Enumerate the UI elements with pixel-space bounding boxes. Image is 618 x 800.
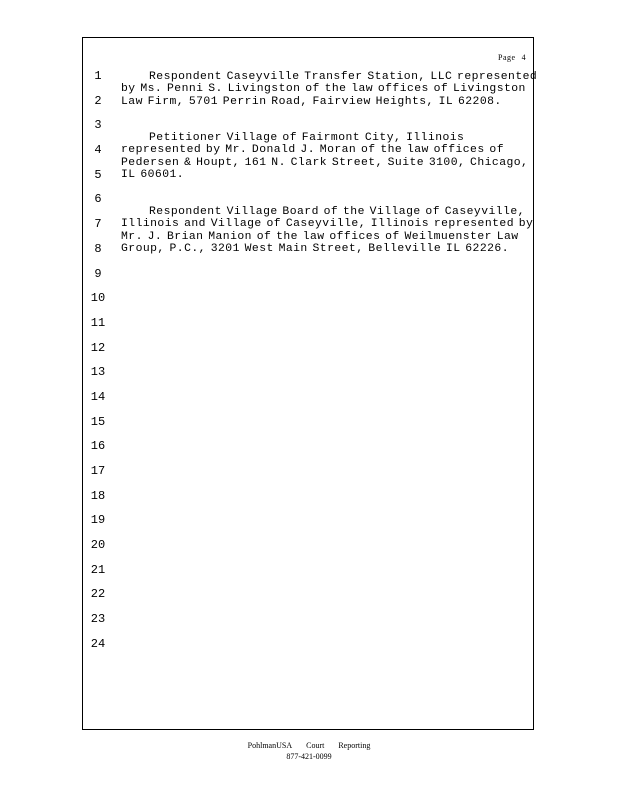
line-number: 12 bbox=[90, 340, 106, 355]
line-number: 17 bbox=[90, 464, 106, 478]
line-number: 18 bbox=[90, 488, 106, 503]
line-number: 3 bbox=[94, 118, 102, 133]
footer-company bbox=[0, 740, 618, 751]
line-number: 11 bbox=[90, 315, 106, 330]
line-number: 23 bbox=[90, 612, 106, 627]
line-number: 10 bbox=[90, 291, 106, 306]
text-line: Petitioner Village of Fairmont City, Illinois bbox=[149, 132, 465, 144]
line-number: 19 bbox=[90, 513, 106, 528]
page-number bbox=[498, 53, 526, 62]
text-line: Pedersen & Houpt, 161 N. Clark Street, Suite 3100, Chicago, bbox=[121, 156, 529, 169]
line-number: 22 bbox=[90, 587, 106, 602]
line-number: 5 bbox=[94, 167, 102, 182]
text-line: Group, P.C., 3201 West Main Street, Belleville IL 62226. bbox=[121, 243, 509, 256]
footer-word: Reporting bbox=[338, 741, 371, 750]
page-label: Page bbox=[498, 53, 516, 62]
page-number-value: 4 bbox=[521, 53, 527, 62]
text-line: Respondent Village Board of the Village of Caseyville, bbox=[149, 206, 525, 218]
line-number: 20 bbox=[90, 538, 106, 553]
line-number: 21 bbox=[90, 562, 106, 577]
line-number: 1 bbox=[94, 69, 102, 83]
line-number: 2 bbox=[94, 93, 102, 108]
text-line: Respondent Caseyville Transfer Station, LLC represented bbox=[149, 71, 538, 83]
text-line: IL 60601. bbox=[121, 169, 185, 182]
paragraph-respondent-village-board bbox=[121, 206, 541, 256]
text-line: Law Firm, 5701 Perrin Road, Fairview Heights, IL 62208. bbox=[121, 95, 502, 108]
line-number: 24 bbox=[90, 636, 106, 651]
line-number: 7 bbox=[94, 217, 102, 232]
text-line: Illinois and Village of Caseyville, Illinois represented by bbox=[121, 218, 534, 231]
paragraph-petitioner bbox=[121, 132, 541, 182]
line-number: 9 bbox=[94, 266, 102, 281]
line-number: 15 bbox=[90, 414, 106, 429]
footer-word: PohlmanUSA bbox=[247, 741, 293, 750]
footer-word: Court bbox=[306, 741, 325, 750]
text-line: represented by Mr. Donald J. Moran of the law offices of bbox=[121, 144, 504, 157]
text-line: Mr. J. Brian Manion of the law offices of Weilmuenster Law bbox=[121, 230, 519, 243]
line-number: 14 bbox=[90, 389, 106, 404]
line-number: 8 bbox=[94, 241, 102, 256]
line-number-column bbox=[88, 66, 108, 659]
text-line: by Ms. Penni S. Livingston of the law offices of Livingston bbox=[121, 83, 526, 96]
footer-phone: 877-421-0099 bbox=[286, 752, 332, 761]
paragraph-respondent-transfer-station bbox=[121, 71, 541, 108]
line-number: 6 bbox=[94, 192, 102, 207]
line-number: 13 bbox=[90, 365, 106, 380]
line-number: 4 bbox=[94, 143, 102, 158]
page-footer bbox=[0, 740, 618, 762]
line-number: 16 bbox=[90, 439, 106, 454]
